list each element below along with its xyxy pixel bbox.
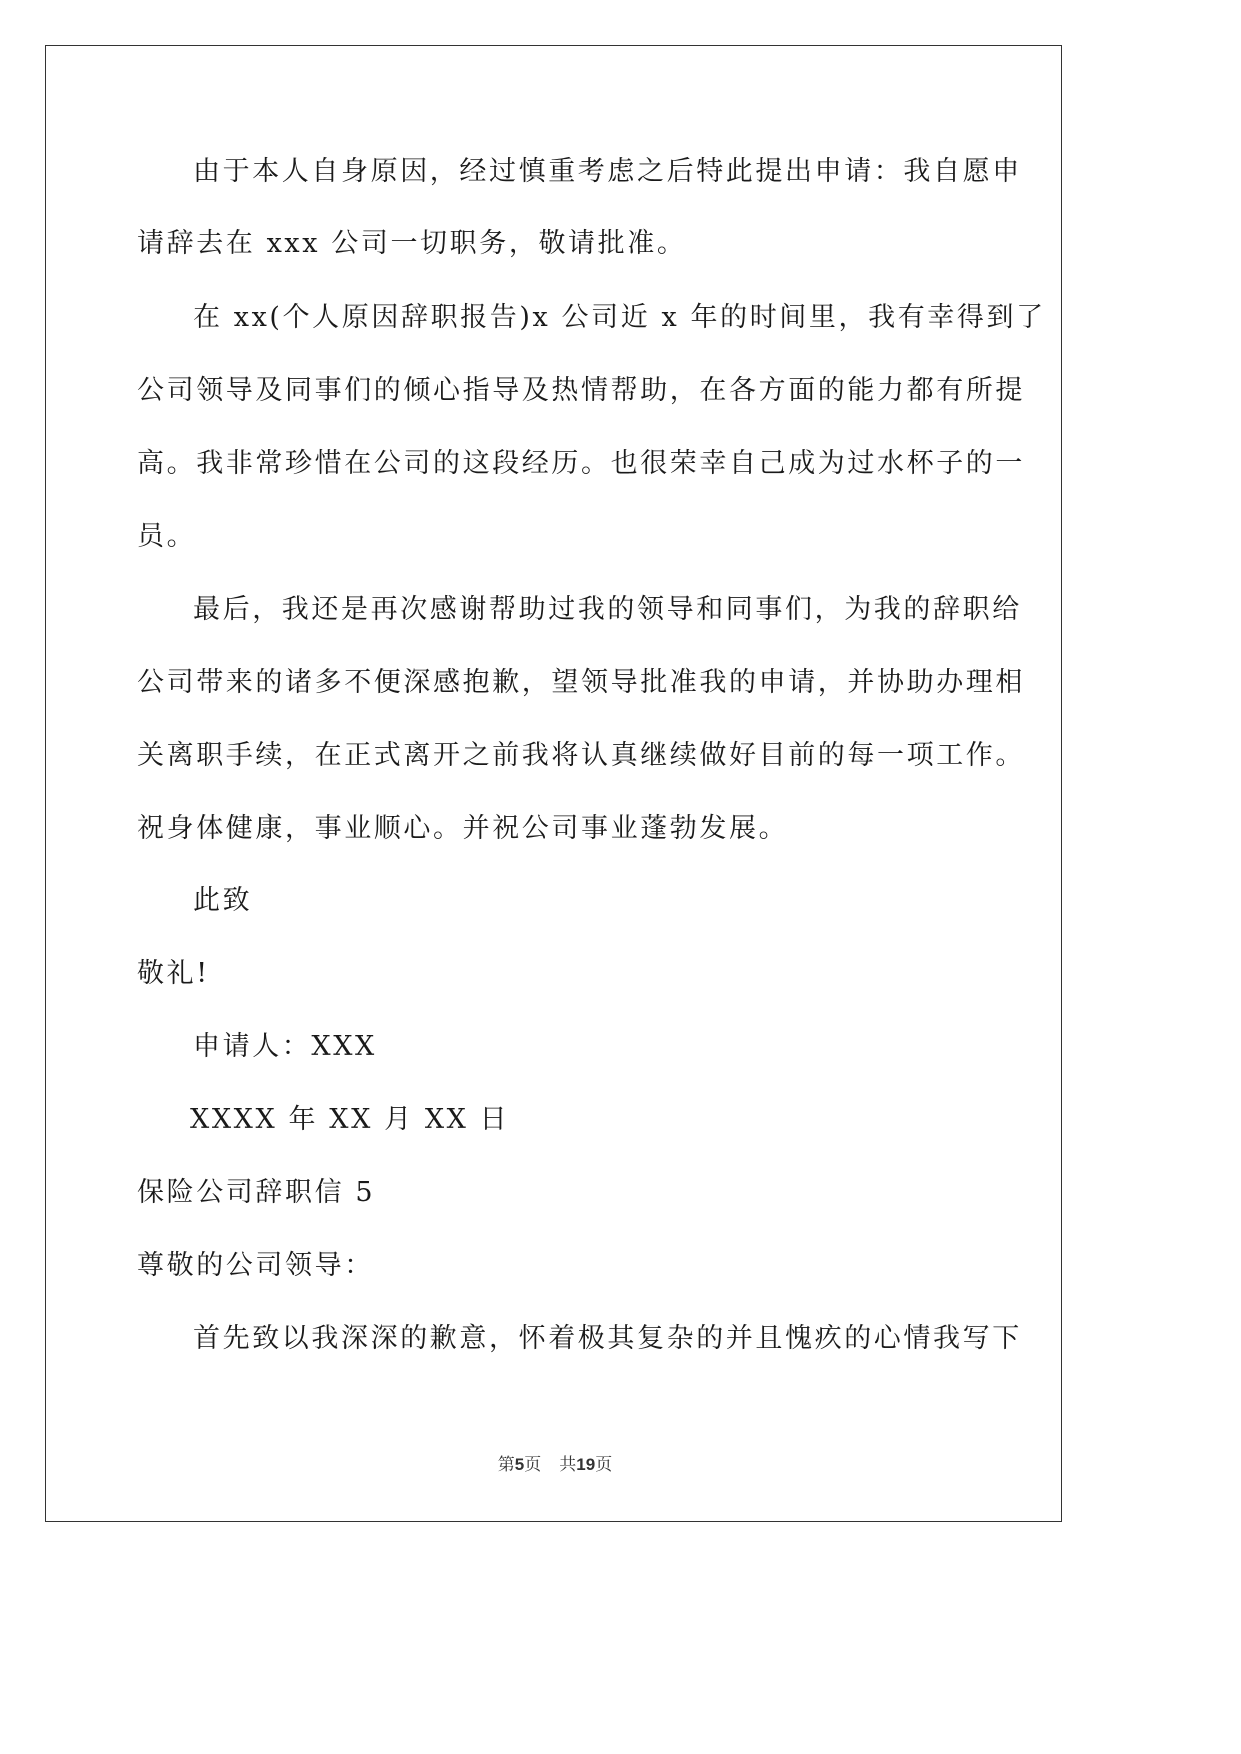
- footer-total-prefix: 共: [559, 1455, 577, 1475]
- text-line: 公司领导及同事们的倾心指导及热情帮助，在各方面的能力都有所提: [137, 375, 1025, 406]
- closing-line: 此致: [193, 885, 253, 916]
- text-line: 由于本人自身原因，经过慎重考虑之后特此提出申请：我自愿申: [193, 156, 1022, 187]
- salutation-line: 敬礼!: [137, 958, 210, 989]
- text-line: 最后，我还是再次感谢帮助过我的领导和同事们，为我的辞职给: [193, 594, 1022, 625]
- page-footer: [0, 1453, 1110, 1477]
- text-line: 请辞去在 xxx 公司一切职务，敬请批准。: [137, 228, 687, 259]
- text-line: 祝身体健康，事业顺心。并祝公司事业蓬勃发展。: [137, 813, 789, 844]
- text-line: 首先致以我深深的歉意，怀着极其复杂的并且愧疚的心情我写下: [193, 1323, 1022, 1354]
- date-line: XXXX 年 XX 月 XX 日: [190, 1104, 510, 1135]
- footer-page-suffix: 页: [524, 1455, 542, 1475]
- text-line: 高。我非常珍惜在公司的这段经历。也很荣幸自己成为过水杯子的一: [137, 448, 1025, 479]
- text-line: 在 xx(个人原因辞职报告)x 公司近 x 年的时间里，我有幸得到了: [193, 302, 1046, 333]
- greeting-line: 尊敬的公司领导：: [137, 1250, 374, 1281]
- footer-page-number: 5: [514, 1455, 525, 1474]
- footer-prefix: 第: [497, 1455, 515, 1475]
- text-line: 关离职手续，在正式离开之前我将认真继续做好目前的每一项工作。: [137, 740, 1025, 771]
- footer-total-suffix: 页: [595, 1455, 613, 1475]
- text-line: 员。: [137, 521, 197, 552]
- footer-total-pages: 19: [576, 1455, 596, 1474]
- text-line: 公司带来的诸多不便深感抱歉，望领导批准我的申请，并协助办理相: [137, 667, 1025, 698]
- section-title: 保险公司辞职信 5: [137, 1177, 376, 1208]
- applicant-line: 申请人：XXX: [193, 1031, 377, 1062]
- page-border: [45, 45, 1062, 1522]
